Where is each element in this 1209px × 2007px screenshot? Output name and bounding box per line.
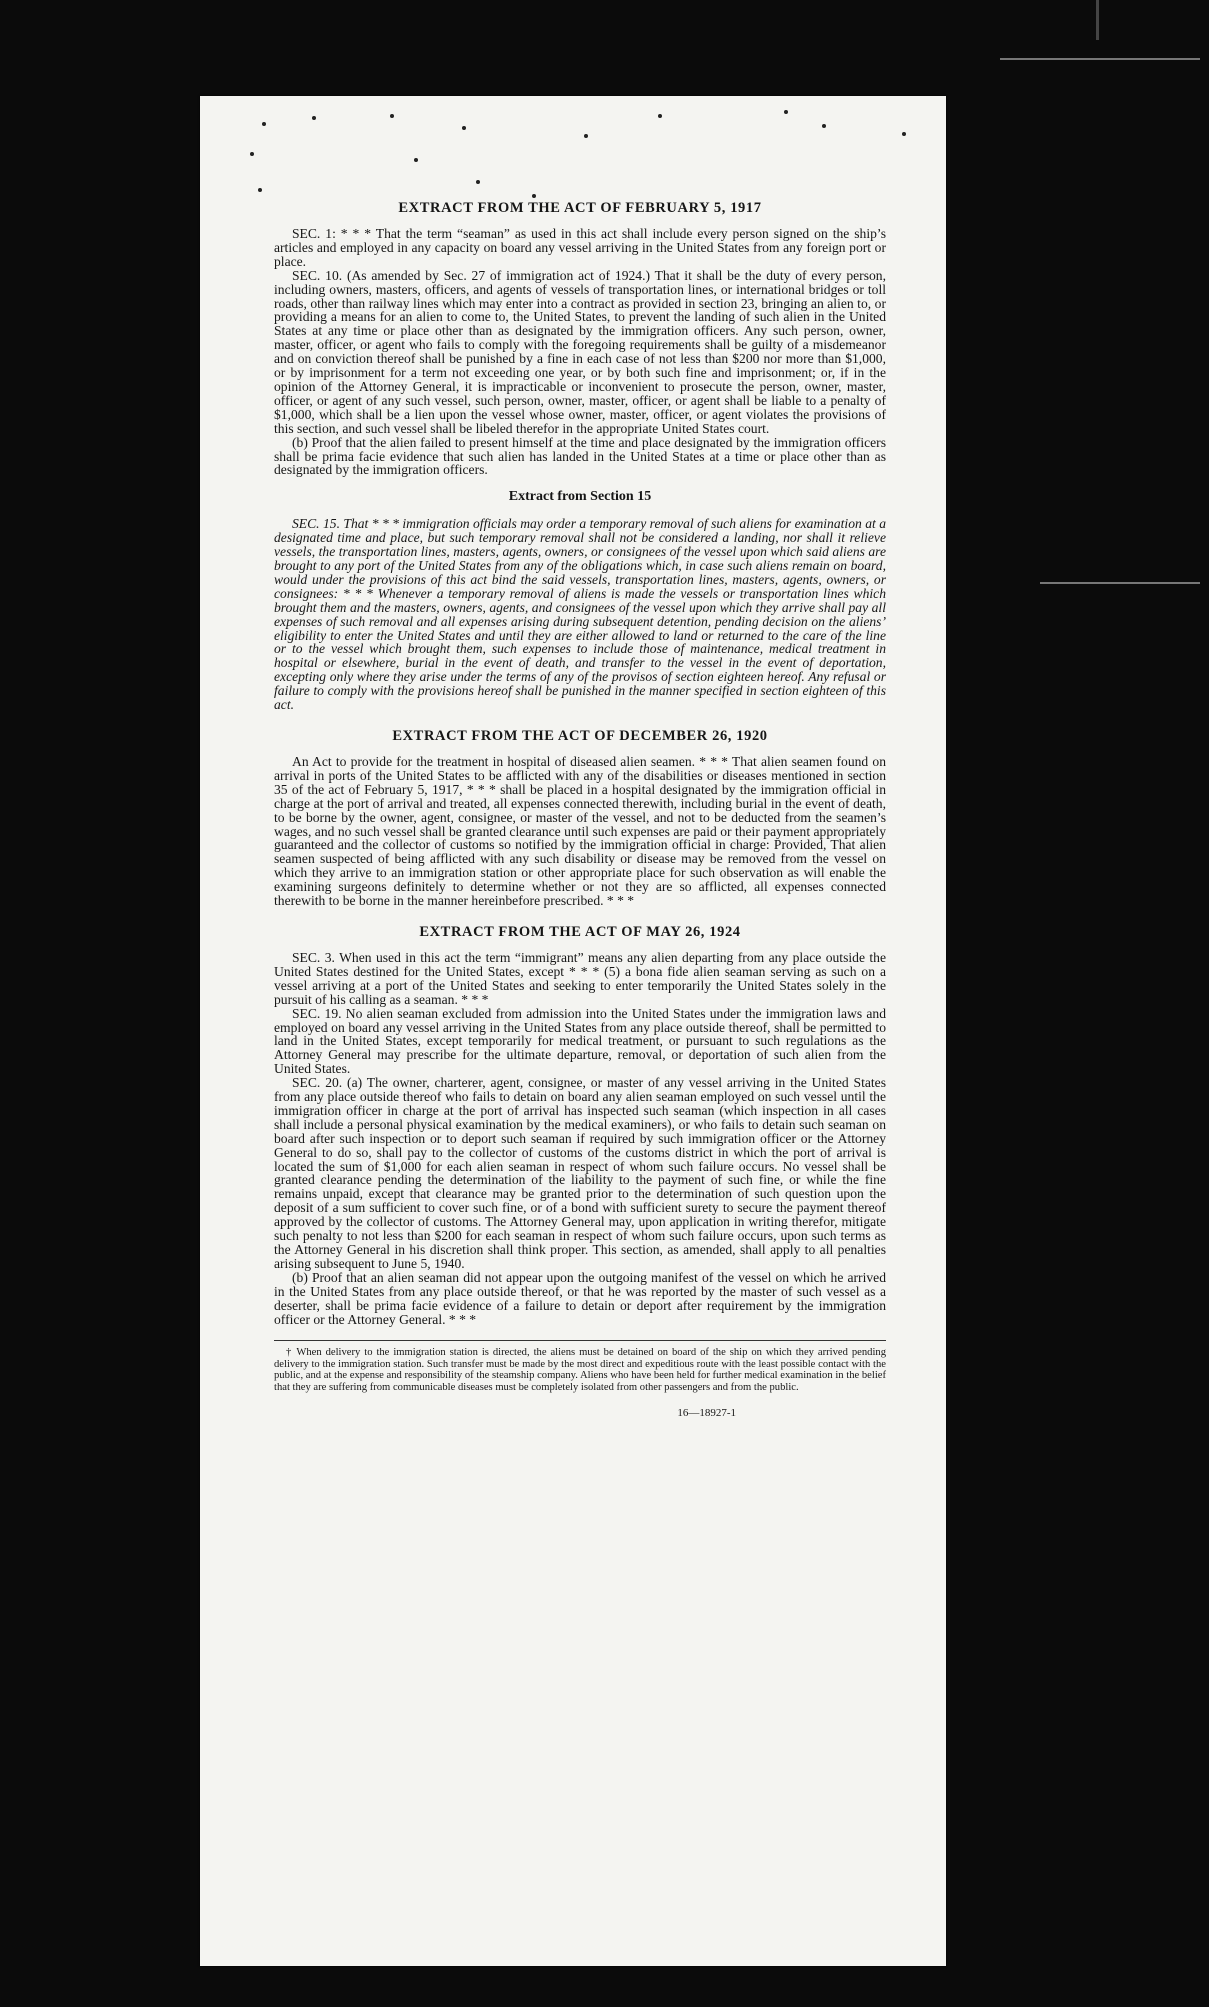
sec-3-paragraph: SEC. 3. When used in this act the term “immigrant” means any alien departing from any place outside the United States destined for the United States, except * * * (5) a bona fide alien seaman serving as such on a vessel arriving at a port of the United States and seeking to enter temporarily the United States solely in the pursuit of his calling as a seaman. * * * — [274, 949, 886, 1007]
sec-20b-paragraph: (b) Proof that an alien seaman did not appear upon the outgoing manifest of the vessel on which he arrived in the United States from any place outside thereof, or that he was reported by the master of such vessel as a deserter, shall be prima facie evidence of a failure to detain or deport after requirement by the immigration officer or the Attorney General. * * * — [274, 1269, 886, 1327]
footnote: † When delivery to the immigration station is directed, the aliens must be detained on board of the ship on which they arrived pending delivery to the immigration station. Such transfer must be made by the most direct and expeditious route with the least possible contact with the public, and at the expense and responsibility of the steamship company. Aliens who have been held for further medical examination in the belief that they are suffering from communicable diseases must be completely isolated from other passengers and from the public. — [274, 1347, 886, 1393]
sec-1-paragraph: SEC. 1: * * * That the term “seaman” as used in this act shall include every person signed on the ship’s articles and employed in any capacity on board any vessel arriving in the United States from any foreign port or place. — [274, 226, 886, 269]
scan-specks — [200, 96, 946, 206]
heading-section-15: Extract from Section 15 — [508, 489, 652, 505]
sec-19-paragraph: SEC. 19. No alien seaman excluded from admission into the United States under the immigration laws and employed on board any vessel arriving in the United States from any place outside thereof, shall be permitted to land in the United States, except temporarily for medical treatment, or pursuant to such regulations as the Attorney General may prescribe for the ultimate departure, removal, or deportation of such alien from the United States. — [274, 1005, 886, 1077]
heading-act-1924: EXTRACT FROM THE ACT OF MAY 26, 1924 — [419, 923, 741, 940]
footnote-divider — [274, 1340, 886, 1341]
sec-15-paragraph: SEC. 15. That * * * immigration officials may order a temporary removal of such aliens for examination at a designated time and place, but such temporary removal shall not be considered a landing, nor shall it relieve vessels, the transportation lines, masters, agents, owners, or consignees of the vessel upon which said aliens are brought to any port of the United States from any of the obligations which, in case such aliens remain on board, would under the provisions of this act bind the said vessels, transportation lines, masters, agents, owners, or consignees: * * * Whenever a temporary removal of aliens is made the vessels or transportation lines which brought them and the masters, owners, agents, and consignees of the vessel upon which they arrive shall pay all expenses of such removal and all expenses arising during subsequent detention, pending decision on the aliens’ eligibility to enter the United States and until they are either allowed to land or returned to the care of the line or to the vessel which brought them, such expenses to include those of maintenance, medical treatment in hospital or elsewhere, burial in the event of death, and transfer to the vessel in the event of deportation, excepting only where they arise under the terms of any of the provisos of section eighteen hereof. Any refusal or failure to comply with the provisions hereof shall be punished in the manner specified in section eighteen of this act. — [274, 516, 886, 713]
heading-act-1917: EXTRACT FROM THE ACT OF FEBRUARY 5, 1917 — [398, 200, 762, 216]
sec-10-paragraph: SEC. 10. (As amended by Sec. 27 of immigration act of 1924.) That it shall be the duty of every person, including owners, masters, officers, and agents of vessels of transportation lines, or international bridges or toll roads, other than railway lines which may enter into a contract as provided in section 23, bringing an alien to, or providing a means for an alien to come to, the United States, to prevent the landing of such alien in the United States at any time or place other than as designated by the immigration officers. Any such person, owner, master, officer, or agent who fails to comply with the foregoing requirements shall be guilty of a misdemeanor and on conviction thereof shall be punished by a fine in each case of not less than $200 nor more than $1,000, or by imprisonment for a term not exceeding one year, or by both such fine and imprisonment; or, if in the opinion of the Attorney General, it is impracticable or inconvenient to prosecute the person, owner, master, officer, or agent of any such vessel, such person, owner, master, officer, or agent shall be liable to a penalty of $1,000, which shall be a lien upon the vessel whose owner, master, officer, or agent violates the provisions of this section, and such vessel shall be libeled therefor in the appropriate United States court. — [274, 267, 886, 436]
scan-line-right — [1040, 582, 1200, 584]
form-number: 16—18927-1 — [677, 1407, 736, 1420]
act-1920-paragraph: An Act to provide for the treatment in hospital of diseased alien seamen. * * * That alien seamen found on arrival in ports of the United States to be afflicted with any of the disabilities or diseases mentioned in section 35 of the act of February 5, 1917, * * * shall be placed in a hospital designated by the immigration official in charge at the port of arrival and treated, all expenses connected therewith, including burial in the event of death, to be borne by the owner, agent, consignee, or master of the vessel, and not to be deducted from the seamen’s wages, and no such vessel shall be granted clearance until such expenses are paid or their payment appropriately guaranteed and the collector of customs so notified by the immigration official in charge: Provided, That alien seamen suspected of being afflicted with any such disability or disease may be removed from the vessel on which they arrive to an immigration station or other appropriate place for such observation as will enable the examining surgeons definitely to determine whether or not they are so afflicted, all expenses connected therewith to be borne in the manner hereinbefore prescribed. * * * — [274, 754, 886, 909]
document-body — [274, 200, 886, 1419]
heading-act-1920: EXTRACT FROM THE ACT OF DECEMBER 26, 1920 — [392, 728, 768, 744]
document-page — [200, 96, 946, 1966]
sec-20-paragraph: SEC. 20. (a) The owner, charterer, agent, consignee, or master of any vessel arriving in the United States from any place outside thereof who fails to detain on board any alien seaman employed on such vessel until the immigration officer in charge at the port of arrival has inspected such seaman (which inspection in all cases shall include a personal physical examination by the medical examiners), or who fails to detain such seaman on board after such inspection or to deport such seaman if required by such immigration officer or the Attorney General to do so, shall pay to the collector of customs of the customs district in which the port of arrival is located the sum of $1,000 for each alien seaman in respect of whom such failure occurs. No vessel shall be granted clearance pending the determination of the liability to the payment of such fine, or while the fine remains unpaid, except that clearance may be granted prior to the determination of such question upon the deposit of a sum sufficient to cover such fine, or of a bond with sufficient surety to secure the payment thereof approved by the collector of customs. The Attorney General may, upon application in writing therefor, mitigate such penalty to not less than $200 for each seaman in respect of whom such failure occurs, upon such terms as the Attorney General in his discretion shall think proper. This section, as amended, shall apply to all penalties arising subsequent to June 5, 1940. — [274, 1075, 886, 1271]
sec-10b-paragraph: (b) Proof that the alien failed to present himself at the time and place designated by the immigration officers shall be prima facie evidence that such alien has landed in the United States at a time or place other than as designated by the immigration officers. — [274, 434, 886, 478]
scan-edge-mark — [1096, 0, 1099, 40]
scan-line-top-right — [1000, 58, 1200, 60]
